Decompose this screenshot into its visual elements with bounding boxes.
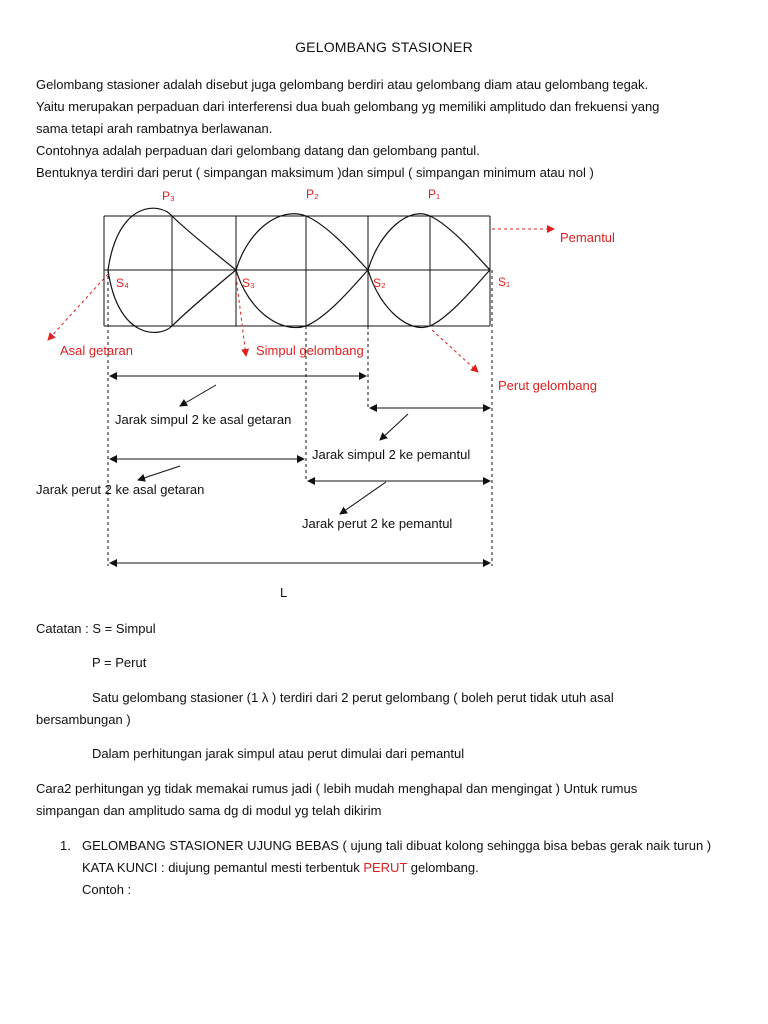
note-perhitungan: Dalam perhitungan jarak simpul atau perut dimulai dari pemantul [92, 746, 465, 761]
label-length: L [280, 585, 288, 600]
label-perut-gelombang: Perut gelombang [498, 378, 598, 393]
label-jarak-perut2-asal: Jarak perut 2 ke asal getaran [36, 482, 205, 497]
perut-gelombang-arrow [432, 330, 478, 372]
note-satu-gelombang-1: Satu gelombang stasioner (1 λ ) terdiri dari 2 perut gelombang ( boleh perut tidak utuh asal [92, 690, 614, 705]
node-label-s4: S₄ [116, 276, 129, 290]
note-perut: P = Perut [92, 655, 147, 670]
pointer-simpul2-asal [180, 385, 216, 406]
asal-getaran-arrow [48, 274, 108, 340]
kata-kunci-prefix: KATA KUNCI : diujung pemantul mesti terbentuk [82, 860, 364, 875]
note-satu-gelombang-2: bersambungan ) [36, 712, 131, 727]
standing-wave-diagram [0, 180, 768, 610]
kata-kunci-line [82, 859, 479, 877]
kata-kunci-suffix: gelombang. [407, 860, 479, 875]
page-title: GELOMBANG STASIONER [295, 39, 473, 55]
wave-lower [108, 270, 490, 332]
label-jarak-simpul2-asal: Jarak simpul 2 ke asal getaran [115, 412, 292, 427]
note-cara2-1: Cara2 perhitungan yg tidak memakai rumus jadi ( lebih mudah menghapal dan mengingat ) Untuk rumus [36, 781, 638, 796]
node-label-s3: S₃ [242, 276, 255, 290]
antinode-label-p3: P₃ [162, 189, 175, 203]
wave-box [104, 216, 490, 326]
pointer-simpul2-pemantul [380, 414, 408, 440]
label-jarak-perut2-pemantul: Jarak perut 2 ke pemantul [302, 516, 453, 531]
intro-line-3: sama tetapi arah rambatnya berlawanan. [36, 121, 273, 136]
antinode-label-p1: P₁ [428, 187, 441, 201]
intro-line-1: Gelombang stasioner adalah disebut juga gelombang berdiri atau gelombang diam atau gelombang tegak. [36, 77, 649, 92]
note-simpul: Catatan : S = Simpul [36, 621, 156, 636]
node-label-s2: S₂ [373, 276, 386, 290]
pointer-perut2-asal [138, 466, 180, 480]
list-item-heading: GELOMBANG STASIONER UJUNG BEBAS ( ujung tali dibuat kolong sehingga bisa bebas gerak naik turun ) [82, 838, 712, 853]
wave-upper [108, 208, 490, 270]
label-pemantul: Pemantul [560, 230, 615, 245]
intro-line-2: Yaitu merupakan perpaduan dari interferensi dua buah gelombang yg memiliki amplitudo dan frekuensi yang [36, 99, 660, 114]
node-label-s1: S₁ [498, 275, 511, 289]
label-asal-getaran: Asal getaran [60, 343, 133, 358]
intro-line-5: Bentuknya terdiri dari perut ( simpangan maksimum )dan simpul ( simpangan minimum atau nol ) [36, 165, 594, 180]
kata-kunci-highlight: PERUT [363, 860, 408, 875]
label-jarak-simpul2-pemantul: Jarak simpul 2 ke pemantul [312, 447, 471, 462]
label-simpul-gelombang: Simpul gelombang [256, 343, 364, 358]
antinode-label-p2: P₂ [306, 187, 319, 201]
intro-line-4: Contohnya adalah perpaduan dari gelombang datang dan gelombang pantul. [36, 143, 480, 158]
pointer-perut2-pemantul [340, 482, 386, 514]
note-cara2-2: simpangan dan amplitudo sama dg di modul yg telah dikirim [36, 803, 382, 818]
contoh-label: Contoh : [82, 882, 132, 897]
list-number: 1. [60, 838, 71, 853]
